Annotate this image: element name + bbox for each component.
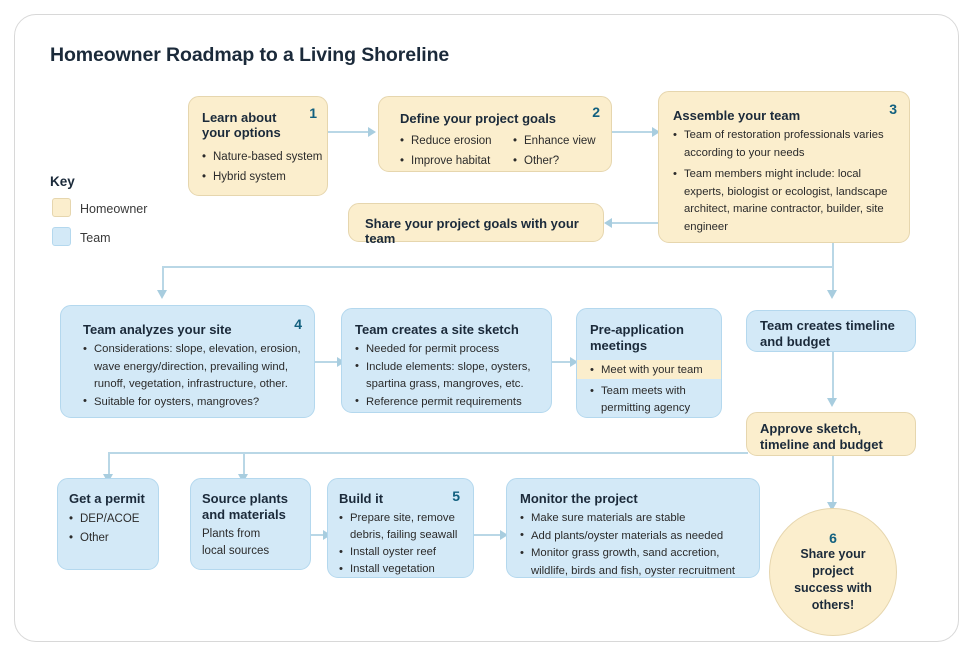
list-item: • Needed for permit process	[355, 341, 543, 359]
connector-bus-to-4	[162, 266, 164, 292]
connector-approve-to-share-success	[832, 456, 834, 506]
list-item: • Install oyster reef	[339, 544, 467, 561]
node-heading: Define your project goals	[400, 111, 557, 126]
connector-2-to-3	[612, 131, 656, 133]
list-item: • Reduce erosion	[400, 131, 510, 151]
arrowhead-timeline-to-approve	[827, 398, 837, 407]
node-build-it[interactable]	[327, 478, 474, 578]
node-heading-line1: Pre-application	[590, 322, 684, 337]
node-monitor-the-project[interactable]	[506, 478, 760, 578]
list-item: • Make sure materials are stable	[520, 510, 752, 528]
node-heading: Share your project goals with your team	[365, 216, 579, 246]
node-text-line4: others!	[811, 598, 855, 612]
list-item: • Improve habitat	[400, 151, 510, 171]
node-heading: Get a permit	[69, 491, 145, 506]
node-heading-line1: Source plants	[202, 491, 288, 506]
list-item: • Team meets with permitting agency	[590, 383, 716, 417]
node-approve-sketch-timeline-budget[interactable]	[746, 412, 916, 456]
connector-3-to-share	[606, 222, 660, 224]
node-share-your-project-goals[interactable]	[348, 203, 604, 246]
node-team-analyzes-your-site[interactable]	[60, 305, 315, 418]
list-item: • DEP/ACOE	[69, 510, 139, 529]
list-item-highlighted: • Meet with your team	[590, 362, 716, 379]
node-heading: Team analyzes your site	[83, 322, 232, 337]
list-item: • Monitor grass growth, sand accretion, wildlife, birds and fish, oyster recruitment	[520, 545, 752, 580]
list-item: • Other	[69, 529, 139, 548]
step-number-3: 3	[889, 101, 897, 117]
list-item: • Other?	[513, 151, 613, 171]
node-define-your-project-goals[interactable]	[378, 96, 612, 172]
list-item: • Prepare site, remove debris, failing seawall	[339, 510, 467, 544]
list-item: • Hybrid system	[202, 167, 322, 187]
key-label-homeowner: Homeowner	[80, 202, 148, 216]
node-text-line1: Plants from	[202, 528, 261, 540]
list-item: • Install vegetation	[339, 561, 467, 578]
list-item: • Enhance view	[513, 131, 613, 151]
node-text-line2: project	[812, 564, 854, 578]
connector-bus-to-timeline	[832, 266, 834, 292]
node-team-creates-timeline-and-budget[interactable]	[746, 310, 916, 352]
node-share-your-success[interactable]	[769, 508, 897, 636]
list-item: • Include elements: slope, oysters, spartina grass, mangroves, etc.	[355, 359, 543, 394]
node-text-line1: Share your	[800, 547, 866, 561]
key-swatch-team	[52, 227, 71, 246]
node-get-a-permit[interactable]	[57, 478, 159, 570]
connector-bus-row3	[108, 452, 748, 454]
step-number-6: 6	[829, 530, 837, 546]
node-learn-about-your-options[interactable]	[188, 96, 328, 196]
connector-timeline-to-approve	[832, 352, 834, 402]
arrowhead-bus-to-timeline	[827, 290, 837, 299]
node-heading: Build it	[339, 491, 384, 506]
node-heading: Monitor the project	[520, 491, 638, 506]
list-item: • Nature-based system	[202, 147, 322, 167]
list-item: • Reference permit requirements	[355, 394, 543, 412]
node-heading: Assemble your team	[673, 108, 801, 123]
node-source-plants-and-materials[interactable]	[190, 478, 311, 570]
list-item: • Team members might include: local experts, biologist or ecologist, landscape architect, marine contractor, builder, site engineer	[673, 166, 899, 236]
connector-3-down	[832, 243, 834, 267]
key-label-team: Team	[80, 231, 111, 245]
node-heading-line2: meetings	[590, 338, 648, 353]
list-item: • Team of restoration professionals varies according to your needs	[673, 127, 899, 162]
page-title: Homeowner Roadmap to a Living Shoreline	[50, 44, 450, 66]
connector-bus-to-permit	[108, 452, 110, 476]
step-number-2: 2	[592, 104, 600, 120]
node-heading-line2: and budget	[760, 334, 831, 349]
list-item: • Considerations: slope, elevation, erosion, wave energy/direction, prevailing wind, runoff, vegetation, infrastructure, other.	[83, 341, 301, 394]
node-text-line2: local sources	[202, 545, 270, 557]
step-number-4: 4	[294, 316, 302, 332]
list-item: • Suitable for oysters, mangroves?	[83, 394, 301, 412]
node-heading-line1: Approve sketch,	[760, 421, 862, 436]
node-heading-line1: Team creates timeline	[760, 318, 895, 333]
node-heading-line2: and materials	[202, 507, 286, 522]
node-heading-line2: timeline and budget	[760, 437, 883, 452]
list-item: • Add plants/oyster materials as needed	[520, 528, 752, 546]
node-pre-application-meetings[interactable]	[576, 308, 722, 418]
node-heading-line1: Learn about	[202, 110, 277, 125]
node-team-creates-a-site-sketch[interactable]	[341, 308, 552, 413]
arrowhead-bus-to-4	[157, 290, 167, 299]
key-swatch-homeowner	[52, 198, 71, 217]
node-heading: Team creates a site sketch	[355, 322, 519, 337]
connector-bus-to-source	[243, 452, 245, 476]
node-assemble-your-team[interactable]	[658, 91, 910, 243]
node-text-line3: success with	[794, 581, 872, 595]
key-title: Key	[50, 174, 75, 189]
step-number-5: 5	[452, 488, 460, 504]
connector-bus-row2	[162, 266, 834, 268]
step-number-1: 1	[309, 105, 317, 121]
arrowhead-1-to-2	[368, 127, 376, 137]
arrowhead-3-to-share	[604, 218, 612, 228]
node-heading-line2: your options	[202, 125, 281, 140]
connector-1-to-2	[328, 131, 370, 133]
